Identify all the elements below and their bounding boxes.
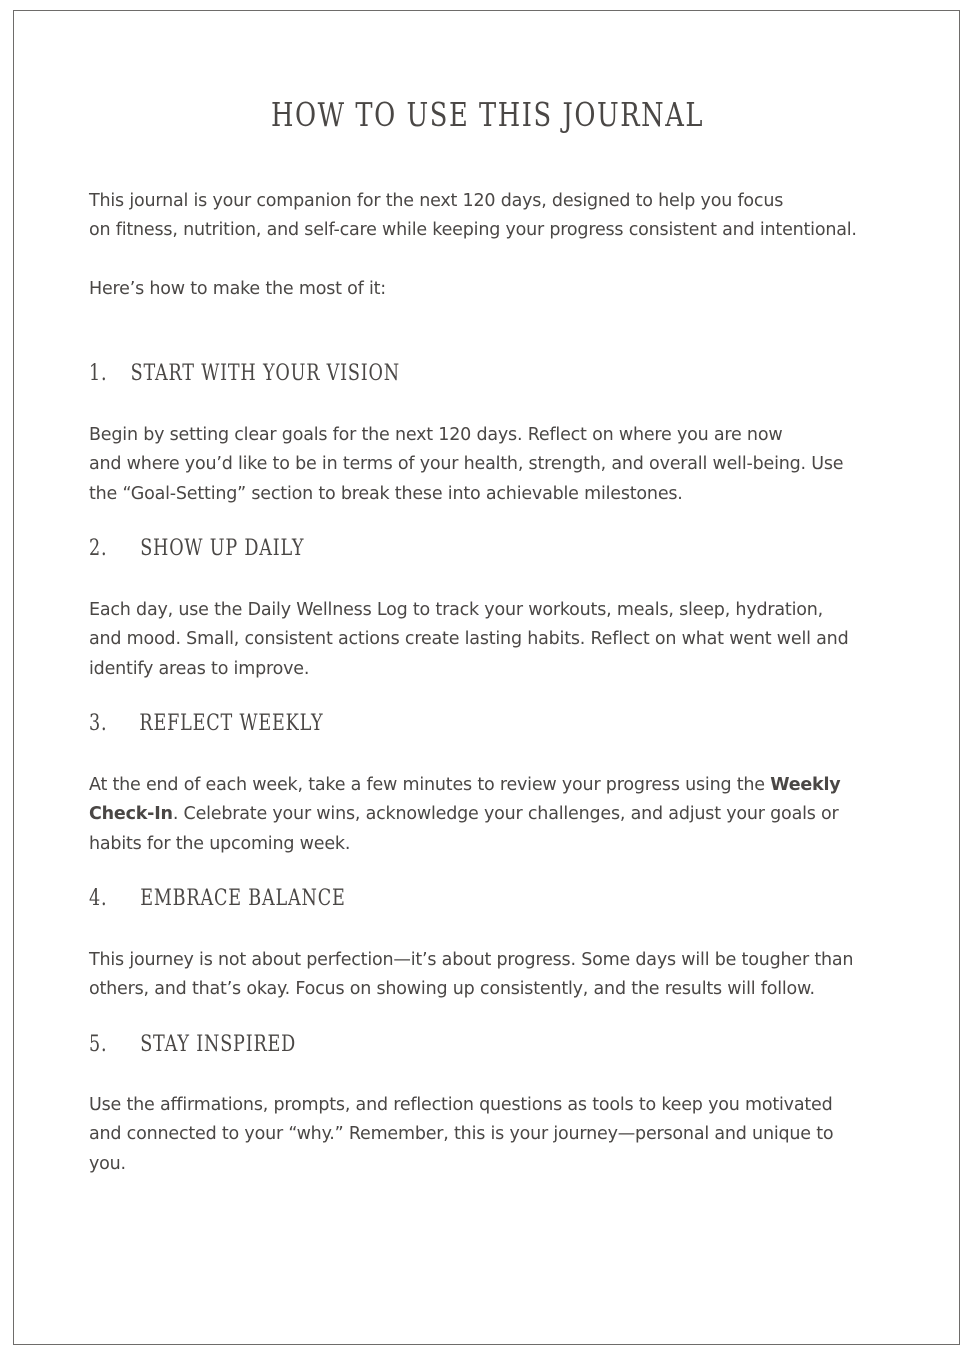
section-title-1: START WITH YOUR VISION (130, 361, 400, 386)
section-number-4: 4. (89, 886, 108, 911)
section-body-1 (89, 421, 889, 509)
section-3-line-2: . Celebrate your wins, acknowledge your challenges, and adjust your goals or (172, 804, 839, 825)
section-heading-1 (89, 359, 400, 389)
section-2-line-2: and mood. Small, consistent actions create lasting habits. Reflect on what went well and (89, 629, 849, 650)
section-5-line-1: Use the affirmations, prompts, and reflection questions as tools to keep you motivated (89, 1095, 833, 1115)
section-body-4 (89, 946, 889, 1005)
check-in-bold: Check-In (89, 804, 173, 825)
section-2-line-1: Each day, use the Daily Wellness Log to track your workouts, meals, sleep, hydration, (89, 600, 823, 620)
intro-line-2: on fitness, nutrition, and self-care while keeping your progress consistent and intentional. (89, 220, 857, 241)
section-title-3: REFLECT WEEKLY (139, 711, 324, 736)
section-title-5: STAY INSPIRED (140, 1032, 297, 1057)
section-3-line-1: At the end of each week, take a few minutes to review your progress using the (89, 775, 771, 795)
section-3-line-3: habits for the upcoming week. (89, 833, 351, 854)
section-heading-5 (89, 1030, 296, 1060)
section-body-3 (89, 771, 889, 859)
section-heading-3 (89, 709, 323, 739)
section-number-3: 3. (89, 711, 108, 736)
weekly-bold: Weekly (770, 775, 841, 795)
section-2-line-3: identify areas to improve. (89, 658, 310, 679)
journal-page (13, 10, 960, 1345)
section-heading-4 (89, 884, 346, 914)
section-body-5 (89, 1091, 889, 1179)
section-4-line-2: others, and that’s okay. Focus on showing up consistently, and the results will follow. (89, 979, 815, 1000)
section-number-2: 2. (89, 536, 108, 561)
section-number-5: 5. (89, 1032, 108, 1057)
section-heading-2 (89, 534, 304, 564)
section-number-1: 1. (89, 361, 108, 386)
section-body-2 (89, 596, 889, 684)
intro-line-1: This journal is your companion for the next 120 days, designed to help you focus (89, 191, 784, 211)
section-title-4: EMBRACE BALANCE (140, 886, 346, 911)
section-5-line-3: you. (89, 1153, 126, 1174)
section-4-line-1: This journey is not about perfection—it’s about progress. Some days will be tougher than (89, 950, 854, 970)
page-title: HOW TO USE THIS JOURNAL (270, 95, 705, 134)
section-1-line-3: the “Goal-Setting” section to break these into achievable milestones. (89, 483, 683, 504)
howto-line: Here’s how to make the most of it: (89, 279, 386, 299)
section-title-2: SHOW UP DAILY (140, 536, 305, 561)
section-1-line-2: and where you’d like to be in terms of your health, strength, and overall well-being. Use (89, 454, 844, 475)
section-1-line-1: Begin by setting clear goals for the next 120 days. Reflect on where you are now (89, 425, 783, 445)
intro-paragraph (89, 187, 889, 246)
section-5-line-2: and connected to your “why.” Remember, this is your journey—personal and unique to (89, 1124, 834, 1145)
